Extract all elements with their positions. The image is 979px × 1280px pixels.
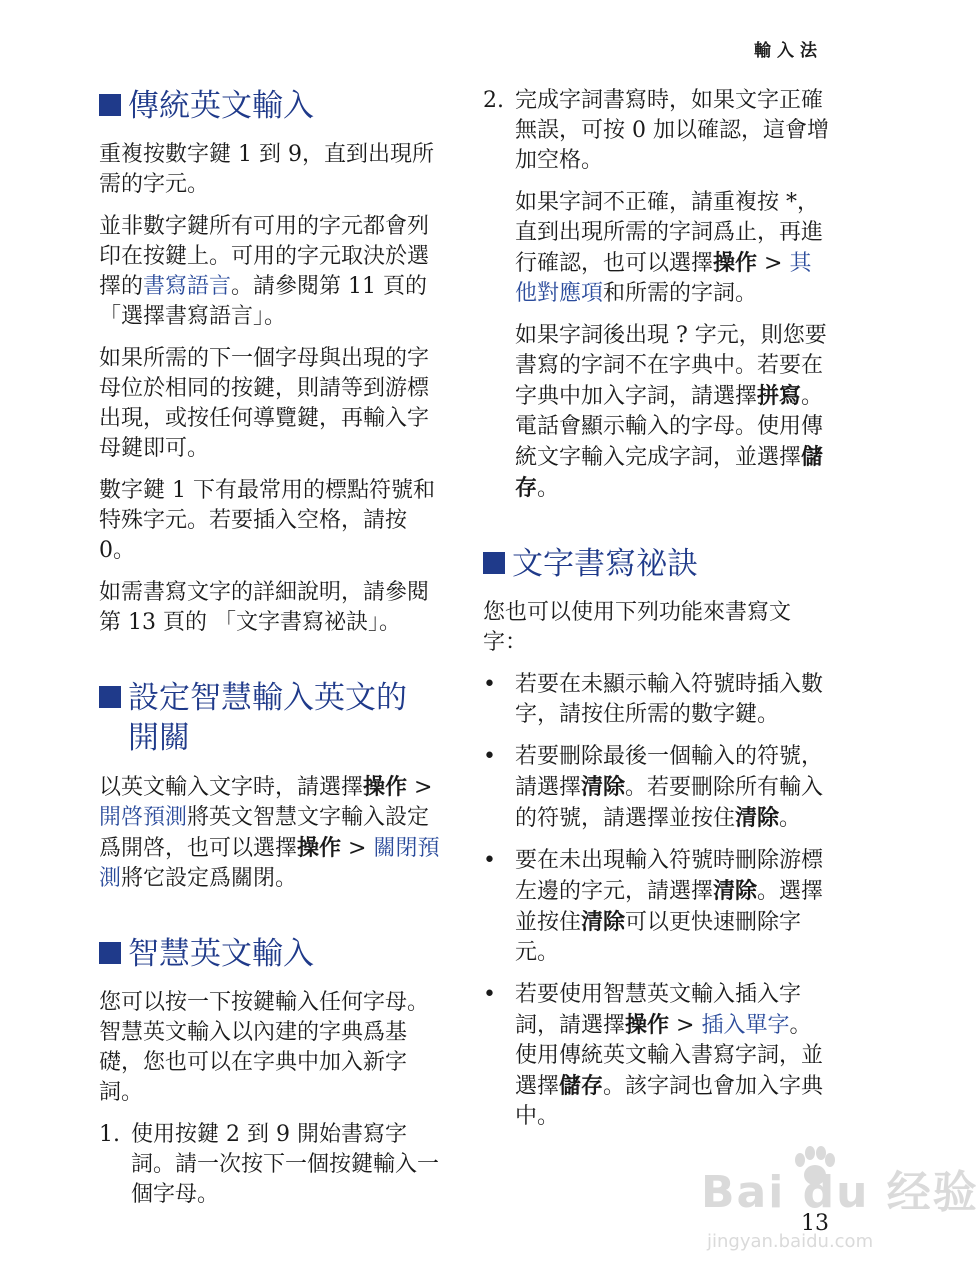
link-other-matches[interactable]: 其他對應項: [515, 251, 812, 306]
left-column: [99, 86, 449, 1222]
square-bullet-icon: [99, 942, 121, 964]
section-title-traditional-input: 傳統英文輸入: [99, 86, 449, 126]
paragraph: 如果字詞後出現 ? 字元，則您要書寫的字詞不在字典中。若要在字典中加入字詞，請選擇拼寫。電話會顯示輸入的字母。使用傳統文字輸入完成字詞，並選擇儲存。: [515, 323, 827, 501]
watermark-logo: Bai du 经验: [701, 1167, 979, 1218]
watermark-url: jingyan.baidu.com: [707, 1231, 874, 1252]
section-title-predictive-toggle: 設定智慧輸入英文的開關: [99, 678, 449, 758]
paragraph: 如需書寫文字的詳細說明，請參閱第 13 頁的 「文字書寫祕訣」。: [99, 580, 430, 635]
paragraph: 以英文輸入文字時，請選擇操作 > 開啓預測將英文智慧文字輸入設定爲開啓，也可以選擇操作 > 關閉預測將它設定爲關閉。: [99, 774, 440, 891]
link-disable-prediction[interactable]: 關閉預測: [99, 836, 440, 891]
list-item: • 若要在未顯示輸入符號時插入數字，請按住所需的數字鍵。: [483, 670, 833, 730]
right-column: [483, 86, 833, 1144]
paragraph: 並非數字鍵所有可用的字元都會列印在按鍵上。可用的字元取決於選擇的書寫語言。請參閱第 11 頁的 「選擇書寫語言」。: [99, 214, 430, 329]
square-bullet-icon: [99, 686, 121, 708]
list-item: 2. 完成字詞書寫時，如果文字正確無誤，可按 0 加以確認，這會增加空格。 如果字詞不正確，請重複按 *，直到出現所需的字詞爲止，再進行確認，也可以選擇操作 > 其他對應項和所需的字詞。 如果字詞後出現 ? 字元，則您要書寫的字詞不在字典中。若要在字典中加入字詞，請選擇拼寫。電話會顯示輸入的字母。使用傳統文字輸入完成字詞，並選擇儲存。: [483, 86, 833, 516]
paragraph: 您也可以使用下列功能來書寫文字：: [483, 600, 792, 655]
paragraph: 如果字詞不正確，請重複按 *，直到出現所需的字詞爲止，再進行確認，也可以選擇操作 > 其他對應項和所需的字詞。: [515, 190, 824, 306]
paragraph: 數字鍵 1 下有最常用的標點符號和特殊字元。若要插入空格，請按 0。: [99, 478, 435, 563]
list-item: • 若要刪除最後一個輸入的符號，請選擇清除。若要刪除所有輸入的符號，請選擇並按住清除。: [483, 742, 833, 834]
link-insert-word[interactable]: 插入單字: [701, 1013, 790, 1038]
page-header: 輸入法: [754, 41, 823, 61]
square-bullet-icon: [483, 552, 505, 574]
paragraph: 完成字詞書寫時，如果文字正確無誤，可按 0 加以確認，這會增加空格。: [515, 88, 829, 173]
link-writing-language[interactable]: 書寫語言: [143, 274, 232, 299]
baidu-watermark: [677, 1156, 979, 1252]
list-item: 1. 使用按鍵 2 到 9 開始書寫字詞。請一次按下一個按鍵輸入一個字母。: [99, 1122, 440, 1207]
list-item: • 若要使用智慧英文輸入插入字詞，請選擇操作 > 插入單字。使用傳統英文輸入書寫字詞，並選擇儲存。該字詞也會加入字典中。: [483, 980, 833, 1132]
bullet-icon: •: [483, 672, 496, 697]
section-title-predictive-input: 智慧英文輸入: [99, 934, 449, 974]
bullet-icon: •: [483, 982, 496, 1007]
page-number: 13: [801, 1211, 829, 1236]
square-bullet-icon: [99, 94, 121, 116]
link-enable-prediction[interactable]: 開啓預測: [99, 805, 188, 830]
section-title-writing-tips: 文字書寫祕訣: [483, 544, 833, 584]
bullet-icon: •: [483, 848, 496, 873]
paragraph: 如果所需的下一個字母與出現的字母位於相同的按鍵，則請等到游標出現，或按任何導覽鍵，再輸入字母鍵即可。: [99, 346, 430, 461]
list-item: • 要在未出現輸入符號時刪除游標左邊的字元，請選擇清除。選擇並按住清除可以更快速刪除字元。: [483, 846, 833, 968]
bullet-icon: •: [483, 744, 496, 769]
paragraph: 您可以按一下按鍵輸入任何字母。智慧英文輸入以內建的字典爲基礎，您也可以在字典中加入新字詞。: [99, 990, 430, 1105]
paragraph: 重複按數字鍵 1 到 9，直到出現所需的字元。: [99, 142, 434, 197]
